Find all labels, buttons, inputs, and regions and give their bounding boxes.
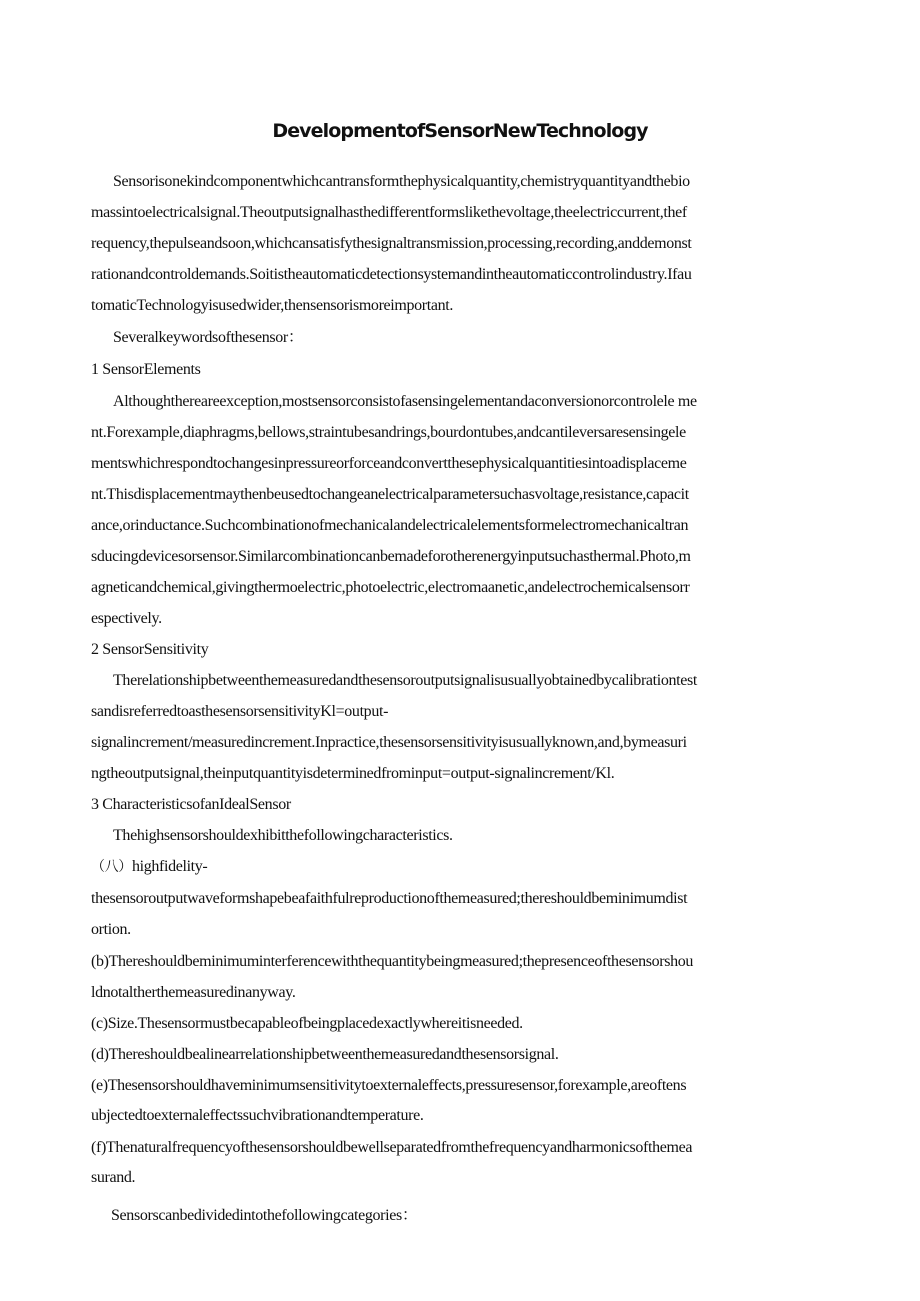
paragraph-line: thesensoroutputwaveformshapebeafaithfulreproductionofthemeasured;thereshouldbeminimumdist (91, 890, 688, 907)
paragraph-line: ldnotaltherthemeasuredinanyway. (91, 984, 296, 1001)
list-item: (d)Thereshouldbealinearrelationshipbetweenthemeasuredandthesensorsignal. (91, 1046, 559, 1063)
list-item-text: highfidelity- (131, 858, 208, 875)
paragraph-line: surand. (91, 1169, 136, 1186)
paragraph-line: ngtheoutputsignal,theinputquantityisdeterminedfrominput=output-signalincrement/Kl. (91, 765, 615, 782)
paragraph-line: nt.Thisdisplacementmaythenbeusedtochangeanelectricalparametersuchasvoltage,resistance,capacit (91, 486, 689, 503)
list-item: (f)Thenaturalfrequencyofthesensorshouldbewellseparatedfromthefrequencyandharmonicsofthemea (91, 1139, 693, 1156)
paragraph-line: sandisreferredtoasthesensorsensitivityKl=output- (91, 703, 389, 720)
paragraph-line: espectively. (91, 610, 162, 627)
list-item: (b)Thereshouldbeminimuminterferencewiththequantitybeingmeasured;thepresenceofthesensorshou (91, 953, 694, 970)
intro-line: massintoelectricalsignal.Theoutputsignalhasthedifferentformslikethevoltage,theelectriccurrent,thef (91, 204, 687, 221)
intro-line: tomaticTechnologyisusedwider,thensensorismoreimportant. (91, 297, 454, 314)
section-heading: 1 SensorElements (91, 361, 201, 378)
section-heading: 2 SensorSensitivity (91, 641, 209, 658)
paragraph-line: ubjectedtoexternaleffectssuchvibrationandtemperature. (91, 1107, 424, 1124)
list-marker: （八） (91, 859, 132, 875)
paragraph-line: nt.Forexample,diaphragms,bellows,straintubesandrings,bourdontubes,andcantileversaresensingele (91, 424, 686, 441)
paragraph-line: signalincrement/measuredincrement.Inpractice,thesensorsensitivityisusuallyknown,and,bymeasuri (91, 734, 687, 751)
paragraph-line: mentswhichrespondtochangesinpressureorforceandconvertthesephysicalquantitiesintoadisplaceme (91, 455, 687, 472)
document-title: DevelopmentofSensorNewTechnology (272, 120, 648, 142)
list-item: (c)Size.Thesensormustbecapableofbeingplacedexactlywhereitisneeded. (91, 1015, 523, 1032)
intro-line: requency,thepulseandsoon,whichcansatisfythesignaltransmission,processing,recording,anddemonst (91, 235, 692, 252)
paragraph-line: ortion. (91, 921, 131, 938)
list-item: (e)Thesensorshouldhaveminimumsensitivitytoexternaleffects,pressuresensor,forexample,areoftens (91, 1077, 687, 1094)
paragraph-line: ance,orinductance.Suchcombinationofmechanicalandelectricalelementsformelectromechanicaltran (91, 517, 689, 534)
list-item-a (91, 857, 207, 877)
intro-line: rationandcontroldemands.Soitistheautomaticdetectionsystemandintheautomaticcontrolindustry.Ifau (91, 266, 692, 283)
paragraph-line: Althoughthereareexception,mostsensorconsistofasensingelementandaconversionorcontrolele me (113, 393, 697, 410)
paragraph-line: Thehighsensorshouldexhibitthefollowingcharacteristics. (113, 827, 453, 844)
paragraph-line: agneticandchemical,givingthermoelectric,photoelectric,electromaanetic,andelectrochemicalsensorr (91, 579, 690, 596)
categories-intro: Sensorscanbedividedintothefollowingcategories： (111, 1207, 418, 1224)
paragraph-line: Therelationshipbetweenthemeasuredandthesensoroutputsignalisusuallyobtainedbycalibrationtest (113, 672, 697, 689)
paragraph-line: sducingdevicesorsensor.Similarcombinationcanbemadeforotherenergyinputsuchasthermal.Photo,m (91, 548, 691, 565)
intro-line: Sensorisonekindcomponentwhichcantransformthephysicalquantity,chemistryquantityandthebio (113, 173, 690, 190)
section-heading: 3 CharacteristicsofanIdealSensor (91, 796, 291, 813)
keywords-intro: Severalkeywordsofthesensor： (113, 329, 304, 346)
